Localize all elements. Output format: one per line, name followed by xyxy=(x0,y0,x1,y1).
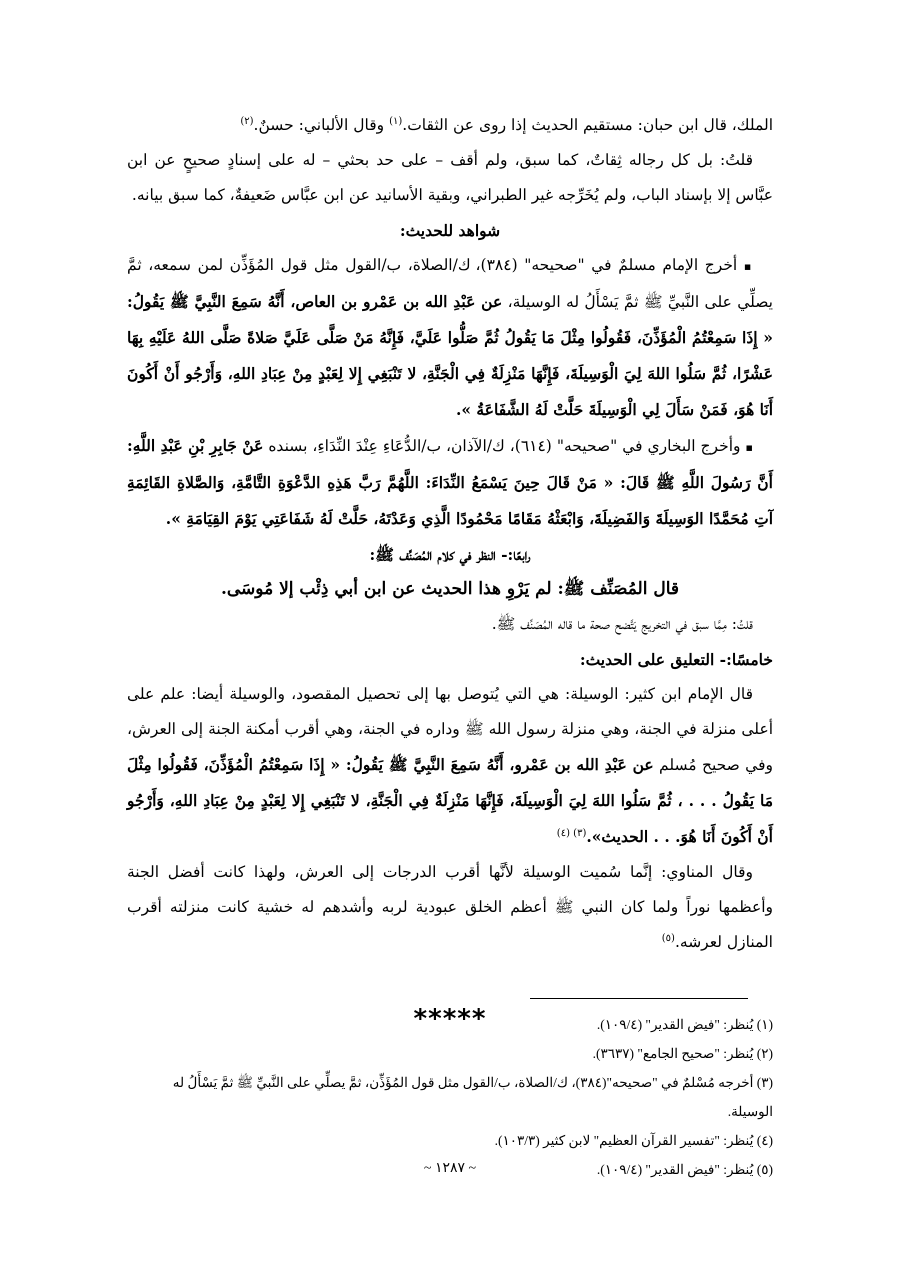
heading-rabi: رابعًا:- النظر في كلام المُصَنِّف ﷺ: xyxy=(369,545,531,564)
paragraph-munawi xyxy=(127,855,773,960)
text: وقال المناوي: إنَّما سُميت الوسيلة لأنَّها أقرب الدرجات إلى العرش، ولهذا كانت أفضل الجنة وأعظمها نوراً ولما كان النبي ﷺ أعظم الخلق عبودية لربه وأشدهم له خشية كانت منزلته أقرب المنازل لعرشه. xyxy=(127,863,773,951)
page-number: ~ ١٢٨٧ ~ xyxy=(423,1161,477,1176)
hadith-text: عن عَبْدِ الله بن عَمْرو، أَنَّهُ سَمِعَ النَّبِيَّ ﷺ يَقُولُ: « إِذَا سَمِعْتُمُ الْمُؤَذِّنَ، فَقُولُوا مِثْلَ مَا يَقُولُ . . . ، ثُمَّ سَلُوا اللهَ لِيَ الْوَسِيلَةَ، فَإِنَّهَا مَنْزِلَةٌ فِي الْجَنَّةِ، لا تَنْبَغِي إِلا لِعَبْدٍ مِنْ عِبَادِ اللهِ، وَأَرْجُو أَنْ أَكُونَ أَنَا هُوَ. . . الحديث». xyxy=(127,755,773,846)
footnote-divider xyxy=(530,998,748,999)
text: وأخرج البخاري في "صحيحه" (٦١٤)، ك/الآذان، ب/الدُّعَاءِ عِنْدَ النِّدَاءِ، بسنده xyxy=(268,437,741,455)
footnote-3: (٣) أخرجه مُسْلمٌ في "صحيحه"(٣٨٤)، ك/الصلاة، ب/القول مثل قول المُؤَذِّن، ثمَّ يصلِّي على النَّبيِّ ﷺ ثمَّ يَسْأَلُ له الوسيلة. xyxy=(172,1075,773,1119)
musannif-statement xyxy=(127,572,773,607)
text: الملك، قال ابن حبان: مستقيم الحديث إذا روى عن الثقات. xyxy=(402,116,773,134)
footnote-ref[interactable]: (١) xyxy=(389,115,403,127)
footnote-ref[interactable]: (٢) xyxy=(240,115,254,127)
musannif-quote: لم يَرْوِ هذا الحديث عن ابن أبي ذِئْب إلا مُوسَى. xyxy=(220,579,552,599)
footnote-2: (٢) يُنظر: "صحيح الجامع" (٣٦٣٧). xyxy=(592,1046,773,1061)
hadith-text: عَنْ جَابِرِ بْنِ عَبْدِ اللَّهِ: أَنَّ رَسُولَ اللَّهِ ﷺ قَالَ: « مَنْ قَالَ حِينَ يَسْمَعُ النِّدَاءَ: اللَّهُمَّ رَبَّ هَذِهِ الدَّعْوَةِ التَّامَّةِ، وَالصَّلاةِ القَائِمَةِ آتِ مُحَمَّدًا الوَسِيلَةَ وَالفَضِيلَةَ، وَابْعَثْهُ مَقَامًا مَحْمُودًا الَّذِي وَعَدْتَهُ، حَلَّتْ لَهُ شَفَاعَتِي يَوْمَ القِيَامَةِ ». xyxy=(127,436,773,528)
text: وقال الألباني: حسنٌ. xyxy=(253,116,385,134)
paragraph-qultu-1: قلتُ: بل كل رجاله ثِقاتٌ، كما سبق، ولم أقف – على حد بحثي – له على إسنادٍ صحيحٍ عن ابن عبَّاس إلا بإسناد الباب، ولم يُخَرِّجه غير الطبراني، وبقية الأسانيد عن ابن عبَّاس ضَعيفةٌ، كما سبق بيانه. xyxy=(127,151,773,204)
heading-khamis: خامسًا:- التعليق على الحديث: xyxy=(579,650,773,669)
text: قال الإمام ابن كثير: الوسيلة: هي التي يُتوصل بها إلى تحصيل المقصود، والوسيلة أيضا: علم على أعلى منزلة في الجنة، وهي منزلة رسول الله ﷺ وداره في الجنة، وهي أقرب أمكنة الجنة إلى العرش، وفي صحيح مُسلم xyxy=(127,685,773,774)
footnote-4: (٤) يُنظر: "تفسير القرآن العظيم" لابن كثير (١٠٣/٣). xyxy=(494,1133,773,1148)
paragraph-qultu-2: قلتُ: مِمَّا سبق في التخريج يَتَّضح صحة ما قاله المُصَنِّف ﷺ. xyxy=(491,615,753,633)
text: أخرج الإمام مسلمٌ في "صحيحه" (٣٨٤)، ك/الصلاة، ب/القول مثل قول المُؤَذِّن لمن سمعه، ثمَّ يصلِّي على النَّبيِّ ﷺ ثمَّ يَسْأَلُ له الوسيلة، xyxy=(127,256,773,311)
footnote-5: (٥) يُنظر: "فيض القدير" (١٠٩/٤). xyxy=(596,1162,773,1177)
bullet-icon: ▪ xyxy=(745,441,753,454)
musannif-label: قال المُصَنِّف ﷺ: xyxy=(557,579,680,599)
bullet-icon: ▪ xyxy=(743,260,753,273)
footnote-ref[interactable]: (٣) (٤) xyxy=(556,827,587,839)
footnotes xyxy=(127,1010,773,1184)
section-separator: ***** xyxy=(413,1004,487,1034)
footnote-1: (١) يُنظر: "فيض القدير" (١٠٩/٤). xyxy=(596,1017,773,1032)
hadith-text: عن عَبْدِ الله بن عَمْرو بن العاص، أَنَّهُ سَمِعَ النَّبِيَّ ﷺ يَقُولُ: « إِذَا سَمِعْتُمُ الْمُؤَذِّنَ، فَقُولُوا مِثْلَ مَا يَقُولُ ثُمَّ صَلُّوا عَلَيَّ، فَإِنَّهُ مَنْ صَلَّى عَلَيَّ صَلاةً صَلَّى اللهُ عَلَيْهِ بِهَا عَشْرًا، ثُمَّ سَلُوا اللهَ لِيَ الْوَسِيلَةَ، فَإِنَّهَا مَنْزِلَةٌ فِي الْجَنَّةِ، لا تَنْبَغِي إِلا لِعَبْدٍ مِنْ عِبَادِ اللهِ، وَأَرْجُو أَنْ أَكُونَ أَنَا هُوَ، فَمَنْ سَأَلَ لِي الْوَسِيلَةَ حَلَّتْ لَهُ الشَّفَاعَةُ ». xyxy=(127,292,773,419)
paragraph-malik xyxy=(127,108,773,143)
paragraph-muslim xyxy=(127,248,773,428)
footnote-ref[interactable]: (٥) xyxy=(661,932,675,944)
paragraph-ibn-kathir xyxy=(127,677,773,855)
heading-shawahid: شواهد للحديث: xyxy=(399,221,501,240)
paragraph-bukhari xyxy=(127,428,773,537)
